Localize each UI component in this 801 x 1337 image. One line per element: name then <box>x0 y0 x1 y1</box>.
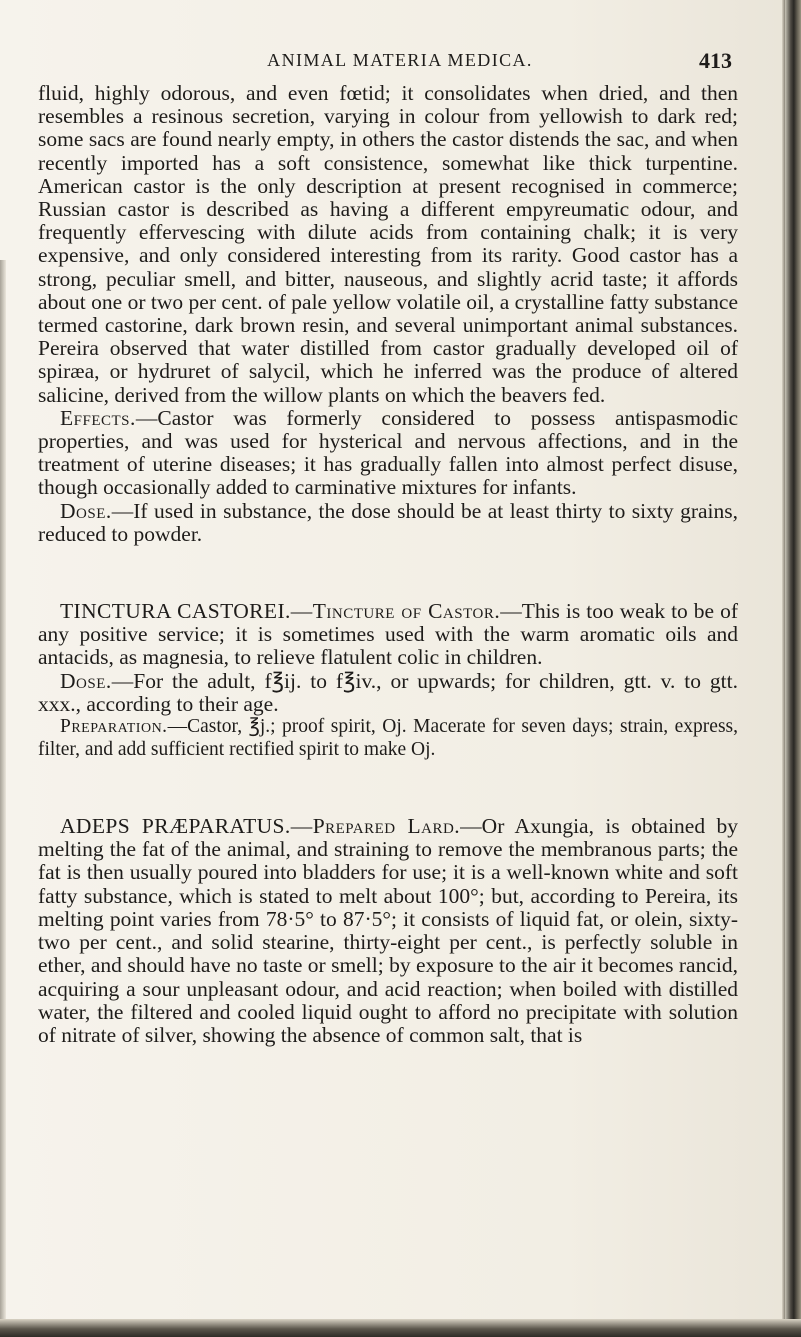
adeps-title: ADEPS PRÆPARATUS. <box>60 814 291 839</box>
page-fold-shadow <box>0 260 6 1320</box>
tinctura-paragraph <box>38 600 738 670</box>
tinctura-subtitle: —Tincture of Castor. <box>290 599 501 624</box>
book-spine <box>785 0 801 1337</box>
tinctura-castorei-section <box>38 600 738 761</box>
castor-effects-paragraph <box>38 407 738 500</box>
dose-text: —If used in substance, the dose should be at least thirty to sixty grains, reduced to powder. <box>38 498 738 546</box>
preparation-text: —Castor, ℥j.; proof spirit, Oj. Macerate for seven days; strain, express, filter, and add sufficient rectified spirit to make Oj. <box>38 716 738 760</box>
effects-text: —Castor was formerly considered to possess antispasmodic properties, and was used for hysterical and nervous affections, and in the treatment of uterine diseases; it has gradually fallen into almost perfect disuse, though occasionally added to carminative mixtures for infants. <box>38 405 738 500</box>
tinctura-dose-paragraph <box>38 670 738 716</box>
adeps-subtitle: —Prepared Lard. <box>290 814 461 839</box>
page-header <box>40 50 760 82</box>
page-bottom-edge <box>0 1319 801 1337</box>
castor-description: fluid, highly odorous, and even fœtid; it consolidates when dried, and then resembles a resinous secretion, varying in colour from yellowish to dark red; some sacs are found nearly empty, in others the castor distends the sac, and when recently imported has a soft consistence, somewhat like thick turpentine. American castor is the only description at present recognised in commerce; Russian castor is described as having a different empyreumatic odour, and frequently effervescing with dilute acids from containing chalk; it is very expensive, and only considered interesting from its rarity. Good castor has a strong, peculiar smell, and bitter, nauseous, and slightly acrid taste; it affords about one or two per cent. of pale yellow volatile oil, a crystalline fatty substance termed castorine, dark brown resin, and several unimportant animal substances. Pereira observed that water distilled from castor gradually developed oil of spiræa, or hydruret of salycil, which he inferred was the produce of altered salicine, derived from the willow plants on which the beavers fed. <box>38 81 738 407</box>
tinctura-dose-label: Dose. <box>60 668 112 693</box>
effects-label: Effects. <box>60 405 136 430</box>
page-body <box>38 82 738 1047</box>
tinctura-preparation-paragraph <box>38 716 738 761</box>
preparation-label: Preparation. <box>60 716 168 738</box>
adeps-paragraph <box>38 815 738 1047</box>
running-head: ANIMAL MATERIA MEDICA. <box>267 50 533 70</box>
adeps-praeparatus-section <box>38 815 738 1047</box>
adeps-text: —Or Axungia, is obtained by melting the fat of the animal, and straining to remove the membranous parts; the fat is then usually poured into bladders for use; it is a well-known white and soft fatty substance, which is stated to melt about 100°; but, according to Pereira, its melting point varies from 78·5° to 87·5°; it consists of liquid fat, or olein, sixty-two per cent., and solid stearine, thirty-eight per cent., is perfectly soluble in ether, and should have no taste or smell; by exposure to the air it becomes rancid, acquiring a sour unpleasant odour, and acid reaction; when boiled with distilled water, the filtered and cooled liquid ought to afford no precipitate with solution of nitrate of silver, showing the absence of common salt, that is <box>38 814 738 1047</box>
tinctura-dose-text: —For the adult, f℥ij. to f℥iv., or upwards; for children, gtt. v. to gtt. xxx., according to their age. <box>38 668 738 716</box>
tinctura-text: —This is too weak to be of any positive service; it is sometimes used with the warm aromatic oils and antacids, as magnesia, to relieve flatulent colic in children. <box>38 599 738 670</box>
dose-label: Dose. <box>60 498 112 523</box>
tinctura-title: TINCTURA CASTOREI. <box>60 599 291 624</box>
castor-dose-paragraph <box>38 500 738 546</box>
page-number: 413 <box>699 48 732 73</box>
